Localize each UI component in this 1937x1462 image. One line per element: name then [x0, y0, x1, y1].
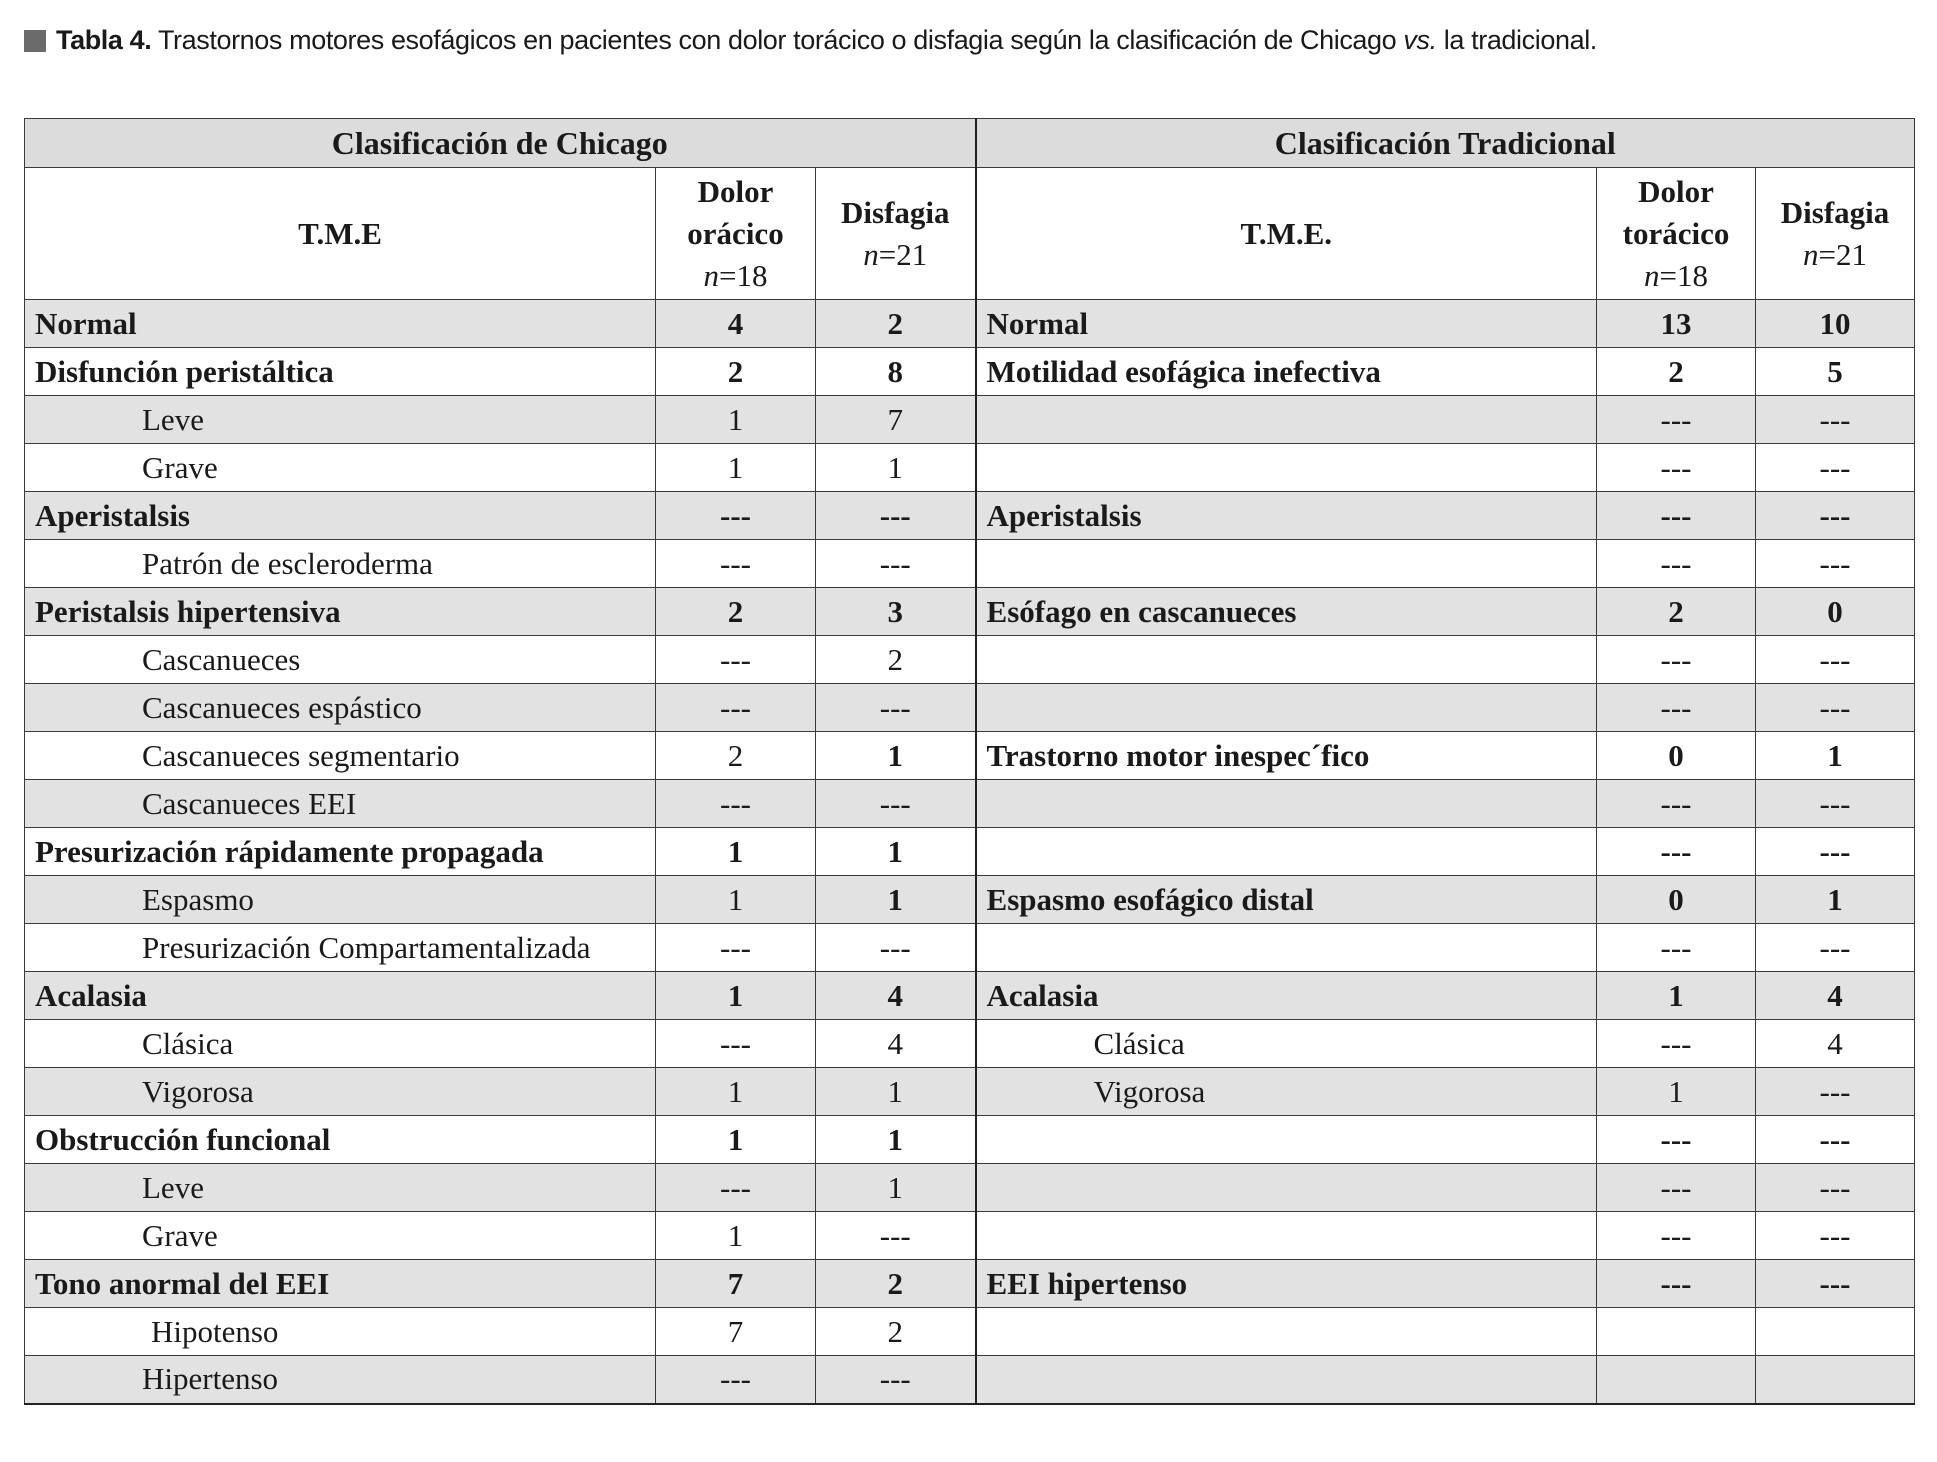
chicago-dolor-l1: Dolor — [697, 173, 774, 209]
chicago-dolor-n: n=18 — [703, 257, 768, 293]
tradicional-dolor-cell: --- — [1597, 396, 1756, 444]
chicago-disfagia-cell: --- — [816, 684, 976, 732]
chicago-dolor-cell: 1 — [656, 1116, 816, 1164]
tradicional-dolor-cell: --- — [1597, 1212, 1756, 1260]
tradicional-dolor-cell: --- — [1597, 1020, 1756, 1068]
table-row — [25, 972, 1915, 1020]
table-row — [25, 828, 1915, 876]
tradicional-dolor-cell: 1 — [1597, 972, 1756, 1020]
chicago-dolor-cell: --- — [656, 1164, 816, 1212]
chicago-disfagia-cell: 1 — [816, 876, 976, 924]
table-caption — [24, 18, 1904, 62]
chicago-disfagia-cell: 1 — [816, 828, 976, 876]
chicago-dolor-cell: 1 — [656, 1212, 816, 1260]
tradicional-dolor-cell: --- — [1597, 1164, 1756, 1212]
chicago-dolor-cell: 4 — [656, 300, 816, 348]
tradicional-disfagia-cell: --- — [1756, 1068, 1915, 1116]
tradicional-disorder-cell: Acalasia — [976, 972, 1597, 1020]
table-body — [25, 300, 1915, 1404]
tradicional-disorder-cell — [976, 1116, 1597, 1164]
tradicional-disfagia-cell: --- — [1756, 396, 1915, 444]
chicago-dolor-cell: 2 — [656, 588, 816, 636]
chicago-disorder-cell: Cascanueces segmentario — [25, 732, 656, 780]
chicago-dolor-cell: --- — [656, 1020, 816, 1068]
chicago-disorder-cell: Cascanueces EEI — [25, 780, 656, 828]
tradicional-dolor-cell: --- — [1597, 492, 1756, 540]
chicago-disfagia-cell: 4 — [816, 972, 976, 1020]
caption-vs: vs. — [1403, 25, 1437, 55]
chicago-disorder-cell: Vigorosa — [25, 1068, 656, 1116]
tradicional-disorder-cell: Normal — [976, 300, 1597, 348]
tradicional-disorder-cell — [976, 1212, 1597, 1260]
tradicional-dolor-cell: --- — [1597, 1116, 1756, 1164]
chicago-dolor-cell: 7 — [656, 1260, 816, 1308]
tradicional-disorder-cell: Trastorno motor inespec´fico — [976, 732, 1597, 780]
chicago-disorder-cell: Obstrucción funcional — [25, 1116, 656, 1164]
chicago-disfagia-cell: 4 — [816, 1020, 976, 1068]
chicago-dolor-cell: 1 — [656, 972, 816, 1020]
chicago-disfagia-cell: 1 — [816, 732, 976, 780]
tradicional-disorder-cell — [976, 1164, 1597, 1212]
tradicional-disorder-cell — [976, 828, 1597, 876]
tradicional-disfagia-cell: --- — [1756, 492, 1915, 540]
chicago-disorder-cell: Presurización rápidamente propagada — [25, 828, 656, 876]
tradicional-dolor-cell: 0 — [1597, 876, 1756, 924]
chicago-disorder-cell: Tono anormal del EEI — [25, 1260, 656, 1308]
tradicional-disfagia-cell: --- — [1756, 444, 1915, 492]
chicago-dolor-cell: 2 — [656, 732, 816, 780]
tradicional-disfagia-cell: --- — [1756, 684, 1915, 732]
chicago-disfagia-n: n=21 — [863, 236, 928, 272]
chicago-disfagia-cell: 2 — [816, 636, 976, 684]
chicago-dolor-cell: 1 — [656, 396, 816, 444]
chicago-disorder-cell: Clásica — [25, 1020, 656, 1068]
tradicional-disorder-cell — [976, 636, 1597, 684]
chicago-disfagia-cell: --- — [816, 1356, 976, 1404]
chicago-title: Clasificación de Chicago — [25, 119, 976, 168]
table-row — [25, 1116, 1915, 1164]
chicago-dolor-cell: --- — [656, 492, 816, 540]
chicago-tme-header: T.M.E — [25, 168, 656, 300]
chicago-disorder-cell: Peristalsis hipertensiva — [25, 588, 656, 636]
tradicional-disfagia-cell: 5 — [1756, 348, 1915, 396]
tradicional-dolor-header — [1597, 168, 1756, 300]
chicago-disorder-cell: Cascanueces espástico — [25, 684, 656, 732]
table-row — [25, 300, 1915, 348]
tradicional-dolor-cell: --- — [1597, 780, 1756, 828]
chicago-dolor-cell: 1 — [656, 444, 816, 492]
chicago-disorder-cell: Grave — [25, 1212, 656, 1260]
tradicional-disorder-cell: Espasmo esofágico distal — [976, 876, 1597, 924]
table-row — [25, 1212, 1915, 1260]
chicago-dolor-header — [656, 168, 816, 300]
tradicional-disfagia-cell: 1 — [1756, 876, 1915, 924]
tradicional-dolor-cell: 1 — [1597, 1068, 1756, 1116]
chicago-disorder-cell: Aperistalsis — [25, 492, 656, 540]
table-row — [25, 1164, 1915, 1212]
caption-text-end: la tradicional. — [1436, 25, 1597, 55]
chicago-disorder-cell: Acalasia — [25, 972, 656, 1020]
table-row — [25, 732, 1915, 780]
chicago-dolor-cell: --- — [656, 924, 816, 972]
chicago-dolor-cell: 1 — [656, 876, 816, 924]
tradicional-dolor-l2: torácico — [1622, 215, 1730, 251]
tradicional-disfagia-label: Disfagia — [1780, 194, 1890, 230]
chicago-disfagia-cell: 8 — [816, 348, 976, 396]
chicago-dolor-cell: 2 — [656, 348, 816, 396]
tradicional-disfagia-cell: 4 — [1756, 1020, 1915, 1068]
tradicional-disorder-cell — [976, 396, 1597, 444]
chicago-dolor-cell: --- — [656, 636, 816, 684]
table-row — [25, 348, 1915, 396]
tradicional-dolor-cell: 0 — [1597, 732, 1756, 780]
chicago-disorder-cell: Disfunción peristáltica — [25, 348, 656, 396]
chicago-disfagia-cell: 2 — [816, 1308, 976, 1356]
table-row — [25, 876, 1915, 924]
tradicional-dolor-cell — [1597, 1308, 1756, 1356]
chicago-dolor-cell: --- — [656, 1356, 816, 1404]
tradicional-title: Clasificación Tradicional — [976, 119, 1915, 168]
chicago-disorder-cell: Cascanueces — [25, 636, 656, 684]
tradicional-disfagia-cell: --- — [1756, 1164, 1915, 1212]
tradicional-dolor-cell: --- — [1597, 828, 1756, 876]
tradicional-disfagia-cell — [1756, 1308, 1915, 1356]
tradicional-disfagia-cell: --- — [1756, 924, 1915, 972]
chicago-disfagia-cell: 2 — [816, 300, 976, 348]
tradicional-dolor-cell: --- — [1597, 636, 1756, 684]
tradicional-disfagia-cell: 0 — [1756, 588, 1915, 636]
chicago-disfagia-cell: --- — [816, 540, 976, 588]
tradicional-disorder-cell — [976, 1308, 1597, 1356]
chicago-disfagia-cell: 3 — [816, 588, 976, 636]
table-row — [25, 924, 1915, 972]
classification-header-row — [25, 119, 1915, 168]
table-row — [25, 780, 1915, 828]
tradicional-disorder-cell — [976, 924, 1597, 972]
chicago-disorder-cell: Grave — [25, 444, 656, 492]
tradicional-dolor-cell: --- — [1597, 924, 1756, 972]
table-row — [25, 636, 1915, 684]
chicago-disorder-cell: Leve — [25, 1164, 656, 1212]
chicago-dolor-cell: --- — [656, 684, 816, 732]
tradicional-disorder-cell: Clásica — [976, 1020, 1597, 1068]
tradicional-disorder-cell: Aperistalsis — [976, 492, 1597, 540]
tradicional-dolor-cell: 13 — [1597, 300, 1756, 348]
chicago-disfagia-cell: 1 — [816, 1068, 976, 1116]
column-header-row — [25, 168, 1915, 300]
tradicional-disfagia-cell: --- — [1756, 780, 1915, 828]
chicago-disorder-cell: Presurización Compartamentalizada — [25, 924, 656, 972]
table-row — [25, 684, 1915, 732]
chicago-disfagia-header — [816, 168, 976, 300]
table-row — [25, 1068, 1915, 1116]
tradicional-dolor-cell: --- — [1597, 444, 1756, 492]
tradicional-dolor-cell: 2 — [1597, 588, 1756, 636]
chicago-disfagia-cell: 1 — [816, 1164, 976, 1212]
tradicional-dolor-cell: --- — [1597, 540, 1756, 588]
chicago-disfagia-cell: 2 — [816, 1260, 976, 1308]
tradicional-disorder-cell: Motilidad esofágica inefectiva — [976, 348, 1597, 396]
tradicional-disfagia-cell: --- — [1756, 1260, 1915, 1308]
tradicional-disfagia-cell: --- — [1756, 540, 1915, 588]
motor-disorders-table — [24, 118, 1915, 1405]
table-row — [25, 1356, 1915, 1404]
table-row — [25, 588, 1915, 636]
chicago-disfagia-cell: 1 — [816, 1116, 976, 1164]
chicago-dolor-cell: --- — [656, 540, 816, 588]
chicago-disfagia-cell: --- — [816, 1212, 976, 1260]
table-row — [25, 444, 1915, 492]
tradicional-disorder-cell — [976, 1356, 1597, 1404]
tradicional-disorder-cell: Vigorosa — [976, 1068, 1597, 1116]
table-row — [25, 1020, 1915, 1068]
tradicional-disfagia-cell — [1756, 1356, 1915, 1404]
chicago-disorder-cell: Normal — [25, 300, 656, 348]
chicago-disorder-cell: Hipotenso — [25, 1308, 656, 1356]
tradicional-dolor-cell: 2 — [1597, 348, 1756, 396]
caption-square-icon — [24, 30, 46, 52]
chicago-disfagia-cell: --- — [816, 924, 976, 972]
tradicional-disfagia-cell: --- — [1756, 1116, 1915, 1164]
tradicional-dolor-cell: --- — [1597, 1260, 1756, 1308]
table-row — [25, 1308, 1915, 1356]
chicago-dolor-cell: 1 — [656, 1068, 816, 1116]
chicago-dolor-cell: 7 — [656, 1308, 816, 1356]
tradicional-dolor-l1: Dolor — [1638, 173, 1714, 209]
tradicional-disorder-cell — [976, 444, 1597, 492]
tradicional-disorder-cell: Esófago en cascanueces — [976, 588, 1597, 636]
tradicional-dolor-cell — [1597, 1356, 1756, 1404]
tradicional-disfagia-cell: --- — [1756, 636, 1915, 684]
chicago-dolor-cell: 1 — [656, 828, 816, 876]
table-row — [25, 396, 1915, 444]
tradicional-disfagia-cell: --- — [1756, 1212, 1915, 1260]
chicago-disorder-cell: Hipertenso — [25, 1356, 656, 1404]
chicago-dolor-l2: orácico — [687, 215, 784, 251]
caption-label: Tabla 4. — [56, 25, 152, 55]
tradicional-disfagia-cell: 4 — [1756, 972, 1915, 1020]
chicago-disorder-cell: Espasmo — [25, 876, 656, 924]
tradicional-disorder-cell — [976, 540, 1597, 588]
tradicional-dolor-n: n=18 — [1644, 257, 1708, 293]
tradicional-dolor-cell: --- — [1597, 684, 1756, 732]
chicago-disfagia-cell: 1 — [816, 444, 976, 492]
chicago-disorder-cell: Leve — [25, 396, 656, 444]
tradicional-tme-header: T.M.E. — [976, 168, 1597, 300]
table-row — [25, 1260, 1915, 1308]
chicago-disfagia-label: Disfagia — [841, 194, 950, 230]
tradicional-disfagia-cell: 10 — [1756, 300, 1915, 348]
caption-text: Trastornos motores esofágicos en pacientes con dolor torácico o disfagia según la clasificación de Chicago — [157, 25, 1404, 55]
chicago-disfagia-cell: --- — [816, 492, 976, 540]
chicago-disorder-cell: Patrón de escleroderma — [25, 540, 656, 588]
tradicional-disfagia-cell: --- — [1756, 828, 1915, 876]
tradicional-disorder-cell — [976, 780, 1597, 828]
tradicional-disorder-cell — [976, 684, 1597, 732]
tradicional-disfagia-header — [1756, 168, 1915, 300]
chicago-dolor-cell: --- — [656, 780, 816, 828]
chicago-disfagia-cell: 7 — [816, 396, 976, 444]
tradicional-disfagia-cell: 1 — [1756, 732, 1915, 780]
chicago-disfagia-cell: --- — [816, 780, 976, 828]
table-row — [25, 540, 1915, 588]
tradicional-disfagia-n: n=21 — [1803, 236, 1868, 272]
tradicional-disorder-cell: EEI hipertenso — [976, 1260, 1597, 1308]
table-row — [25, 492, 1915, 540]
